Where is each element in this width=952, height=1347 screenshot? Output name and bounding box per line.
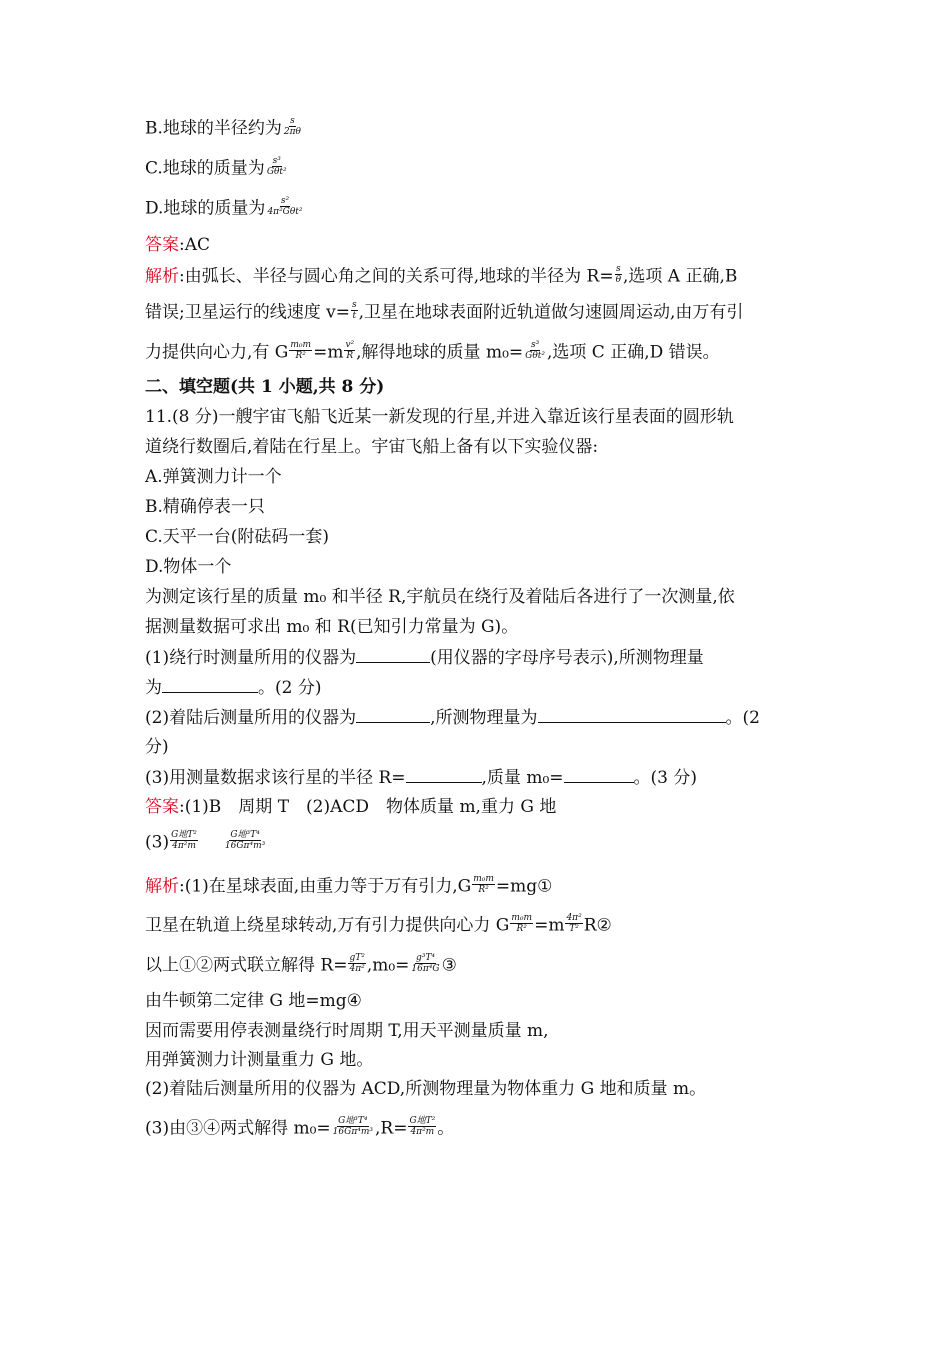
explanation-2-line3 xyxy=(145,955,457,977)
answer-label: 答案 xyxy=(145,797,179,817)
option-b-fraction xyxy=(283,116,302,138)
frac-den: R xyxy=(346,351,354,362)
frac-num: G地³T⁴ xyxy=(338,1116,368,1126)
text: 以上①②两式联立解得 R= xyxy=(145,955,348,976)
q11-option-d: D.物体一个 xyxy=(145,557,232,577)
option-c xyxy=(145,158,289,180)
fraction xyxy=(348,953,365,975)
frac-den: 4π²m xyxy=(172,841,196,852)
frac-den: t xyxy=(352,311,357,322)
fraction xyxy=(615,264,622,286)
text: =mg① xyxy=(495,876,553,897)
fraction xyxy=(510,913,533,935)
explanation-label: 解析 xyxy=(145,876,179,897)
frac-num: v² xyxy=(345,340,355,350)
frac-den: R² xyxy=(516,924,527,935)
text: (3)用测量数据求该行星的半径 R= xyxy=(145,768,406,788)
explanation-2-line1 xyxy=(145,876,552,898)
frac-num: G地T² xyxy=(171,830,197,840)
answer-blank[interactable] xyxy=(564,767,634,783)
frac-num: G地³T⁴ xyxy=(230,830,260,840)
q11-option-c: C.天平一台(附砝码一套) xyxy=(145,527,330,547)
option-b-text: B.地球的半径约为 xyxy=(145,118,282,139)
frac-den: 16Gπ⁴m³ xyxy=(332,1127,373,1138)
frac-num: gT² xyxy=(349,953,365,963)
text: ,R= xyxy=(374,1118,408,1139)
text: ,选项 A 正确,B xyxy=(623,266,738,287)
frac-den: 4π²Gθt² xyxy=(267,207,303,218)
option-c-fraction xyxy=(266,156,288,178)
q11-line1: 11.(8 分)一艘宇宙飞船飞近某一新发现的行星,并进入靠近该行星表面的圆形轨 xyxy=(145,407,734,427)
answer-blank[interactable] xyxy=(406,767,482,783)
text: (用仪器的字母序号表示),所测物理量 xyxy=(430,648,704,668)
frac-den: Gθt² xyxy=(266,167,287,178)
text: :由弧长、半径与圆心角之间的关系可得,地球的半径为 R= xyxy=(179,266,614,287)
frac-num: s³ xyxy=(272,156,281,166)
text: ,选项 C 正确,D 错误。 xyxy=(547,342,720,363)
fraction xyxy=(472,874,495,896)
text: (1)绕行时测量所用的仪器为 xyxy=(145,648,357,668)
text: 错误;卫星运行的线速度 v= xyxy=(145,302,350,323)
text: (3)由③④两式解得 m₀= xyxy=(145,1118,331,1139)
frac-den: R² xyxy=(478,885,489,896)
text: 。 xyxy=(437,1118,455,1139)
q11-body2: 据测量数据可求出 m₀ 和 R(已知引力常量为 G)。 xyxy=(145,617,519,637)
fraction xyxy=(408,1116,436,1138)
fraction xyxy=(524,340,546,362)
option-d xyxy=(145,198,305,220)
answer-2-line2 xyxy=(145,832,267,854)
frac-den: θ xyxy=(615,275,621,286)
explanation-2-line8 xyxy=(145,1118,454,1140)
explanation-2-line2 xyxy=(145,915,612,937)
explanation-2-line5: 因而需要用停表测量绕行时周期 T,用天平测量质量 m, xyxy=(145,1021,549,1041)
frac-den: Gθt² xyxy=(525,351,545,362)
text: 。(3 分) xyxy=(633,768,698,788)
section-title: 二、填空题(共 1 小题,共 8 分) xyxy=(145,377,385,397)
answer-blank[interactable] xyxy=(356,647,430,663)
text: 。(2 xyxy=(725,708,760,728)
fraction xyxy=(224,830,266,852)
frac-num: s³ xyxy=(530,340,540,350)
frac-den: T² xyxy=(569,924,579,935)
frac-den: 4π²m xyxy=(410,1127,435,1138)
frac-num: m₀m xyxy=(511,913,533,923)
frac-num: s xyxy=(351,300,357,310)
frac-num: g³T⁴ xyxy=(416,953,435,963)
q11-part3 xyxy=(145,767,697,788)
answer-value: :(1)B 周期 T (2)ACD 物体质量 m,重力 G 地 xyxy=(179,797,557,817)
text: 为 xyxy=(145,678,162,698)
answer-label: 答案 xyxy=(145,235,179,255)
text: ,卫星在地球表面附近轨道做匀速圆周运动,由万有引 xyxy=(358,302,744,323)
q11-part1 xyxy=(145,647,704,668)
text: R② xyxy=(583,915,612,936)
answer-blank[interactable] xyxy=(538,707,726,723)
answer-2 xyxy=(145,797,556,817)
text: =m xyxy=(313,342,344,363)
frac-num: s² xyxy=(280,196,290,206)
q11-part2 xyxy=(145,707,760,728)
frac-den: R² xyxy=(295,351,306,362)
explanation-2-line7: (2)着陆后测量所用的仪器为 ACD,所测物理量为物体重力 G 地和质量 m。 xyxy=(145,1079,707,1099)
explanation-1-line1 xyxy=(145,266,737,288)
q11-option-a: A.弹簧测力计一个 xyxy=(145,467,282,487)
answer-blank[interactable] xyxy=(162,677,258,693)
fraction xyxy=(289,340,312,362)
answer-1 xyxy=(145,235,210,255)
text: 卫星在轨道上绕星球转动,万有引力提供向心力 G xyxy=(145,915,510,936)
text: :(1)在星球表面,由重力等于万有引力,G xyxy=(179,876,472,897)
q11-line2: 道绕行数圈后,着陆在行星上。宇宙飞船上备有以下实验仪器: xyxy=(145,437,599,457)
frac-num: G地T² xyxy=(409,1116,436,1126)
q11-body1: 为测定该行星的质量 m₀ 和半径 R,宇航员在绕行及着陆后各进行了一次测量,依 xyxy=(145,587,735,607)
frac-num: 4π² xyxy=(566,913,582,923)
explanation-2-line4: 由牛顿第二定律 G 地=mg④ xyxy=(145,991,362,1011)
fraction xyxy=(351,300,358,322)
frac-num: s xyxy=(615,264,621,274)
explanation-1-line2 xyxy=(145,302,743,324)
fraction xyxy=(410,953,440,975)
option-c-text: C.地球的质量为 xyxy=(145,158,265,179)
frac-num: m₀m xyxy=(473,874,494,884)
text: ,解得地球的质量 m₀= xyxy=(356,342,524,363)
frac-num: s xyxy=(290,116,295,126)
explanation-label: 解析 xyxy=(145,266,179,287)
frac-num: m₀m xyxy=(290,340,312,350)
answer-blank[interactable] xyxy=(356,707,430,723)
explanation-1-line3 xyxy=(145,342,720,364)
text: (2)着陆后测量所用的仪器为 xyxy=(145,708,357,728)
text: =m xyxy=(534,915,565,936)
explanation-2-line6: 用弹簧测力计测量重力 G 地。 xyxy=(145,1050,374,1070)
q11-option-b: B.精确停表一只 xyxy=(145,497,265,517)
option-d-text: D.地球的质量为 xyxy=(145,198,266,219)
frac-den: 4π² xyxy=(349,964,365,975)
text: (3) xyxy=(145,832,170,853)
fraction xyxy=(332,1116,374,1138)
option-b xyxy=(145,118,303,140)
frac-den: 16Gπ⁴m³ xyxy=(224,841,266,852)
text: 力提供向心力,有 G xyxy=(145,342,289,363)
text: ,所测物理量为 xyxy=(430,708,538,728)
text: ③ xyxy=(441,955,457,976)
answer-value: :AC xyxy=(179,235,211,255)
frac-den: 2πθ xyxy=(283,127,301,138)
q11-part2-cont: 分) xyxy=(145,737,169,757)
text: ,质量 m₀= xyxy=(481,768,564,788)
fraction xyxy=(344,340,355,362)
fraction xyxy=(565,913,582,935)
q11-part1-cont xyxy=(145,677,321,698)
option-d-fraction xyxy=(266,196,303,218)
text: 。(2 分) xyxy=(258,678,322,698)
frac-den: 16π⁴G xyxy=(411,964,440,975)
fraction xyxy=(170,830,198,852)
text: ,m₀= xyxy=(366,955,410,976)
